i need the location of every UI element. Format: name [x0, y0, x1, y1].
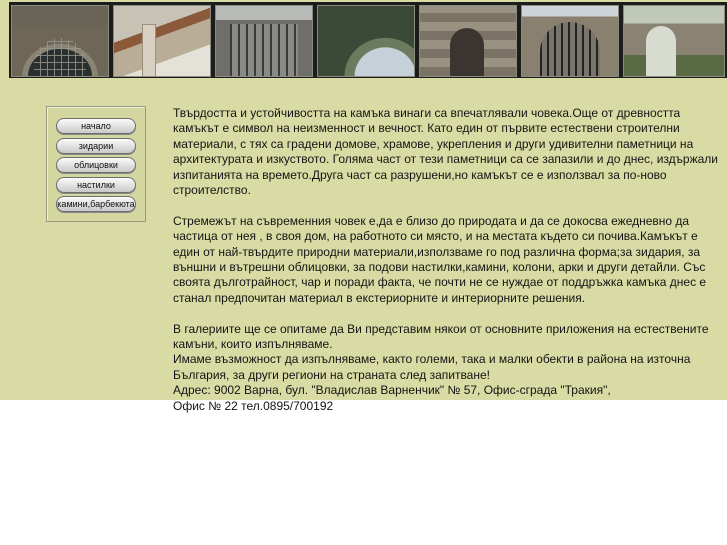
office-phone-line: Офис № 22 тел.0895/700192 [173, 398, 334, 413]
gallery-thumb-stone-arch[interactable] [317, 5, 415, 77]
side-navigation [46, 106, 146, 222]
gallery-thumb-garden-arch[interactable] [623, 5, 725, 77]
nav-button-cladding[interactable]: облицовки [56, 157, 136, 173]
gallery-thumb-stone-fence[interactable] [215, 5, 313, 77]
nav-button-home[interactable]: начало [56, 118, 136, 134]
intro-paragraph: Твърдостта и устойчивостта на камъка винаги са впечатлявали човека.Още от древността камъкът е символ на неизменност и вечност. Като един от първите естествени строителни материали, с тях са градени домове, храмове, укрепления и други удивителни паметници на архитектурата и изкуството. Голяма част от тези паметници са се запазили и до днес, издържали изпитанията на времето.Друга част са разрушени,но камъкът се е използвал за по-ново строителство. [173, 106, 718, 198]
contact-paragraph [173, 322, 721, 414]
nav-button-fireplaces[interactable]: камини,барбекюта [56, 196, 136, 212]
photo-banner [9, 2, 727, 78]
gallery-thumb-stone-wall[interactable] [419, 5, 517, 77]
main-content [173, 106, 721, 414]
gallery-thumb-window-arch[interactable] [11, 5, 109, 77]
gallery-intro-line: В галериите ще се опитаме да Ви представим някои от основните приложения на естествените камъни, които изпълняваме. [173, 321, 709, 352]
nav-button-masonry[interactable]: зидарии [56, 138, 136, 154]
nav-button-flooring[interactable]: настилки [56, 177, 136, 193]
modern-use-paragraph: Стремежът на съвременния човек е,да е близо до природата и да се докосва ежедневно да частица от нея , в своя дом, на работното си място, и на местата където си почива.Камъкът е един от най-твърдите природни материали,използваме го под различна форма;за зидария, за външни и вътрешни облицовки, за подови настилки,камини, колони, арки и други детайли. Със своята дълготрайност, чар и поради факта, че почти не се нуждае от поддръжка камъка днес е станал предпочитан материал в екстериорните и интериорните решения. [173, 213, 707, 305]
gallery-thumb-house-facade[interactable] [113, 5, 211, 77]
gallery-thumb-arched-gate[interactable] [521, 5, 619, 77]
service-area-line: Имаме възможност да изпълняваме, както големи, така и малки обекти в района на източна България, за други региони на страната след запитване! [173, 352, 691, 382]
address-line: Адрес: 9002 Варна, бул. "Владислав Варненчик" № 57, Офис-сграда "Тракия", [173, 383, 611, 398]
